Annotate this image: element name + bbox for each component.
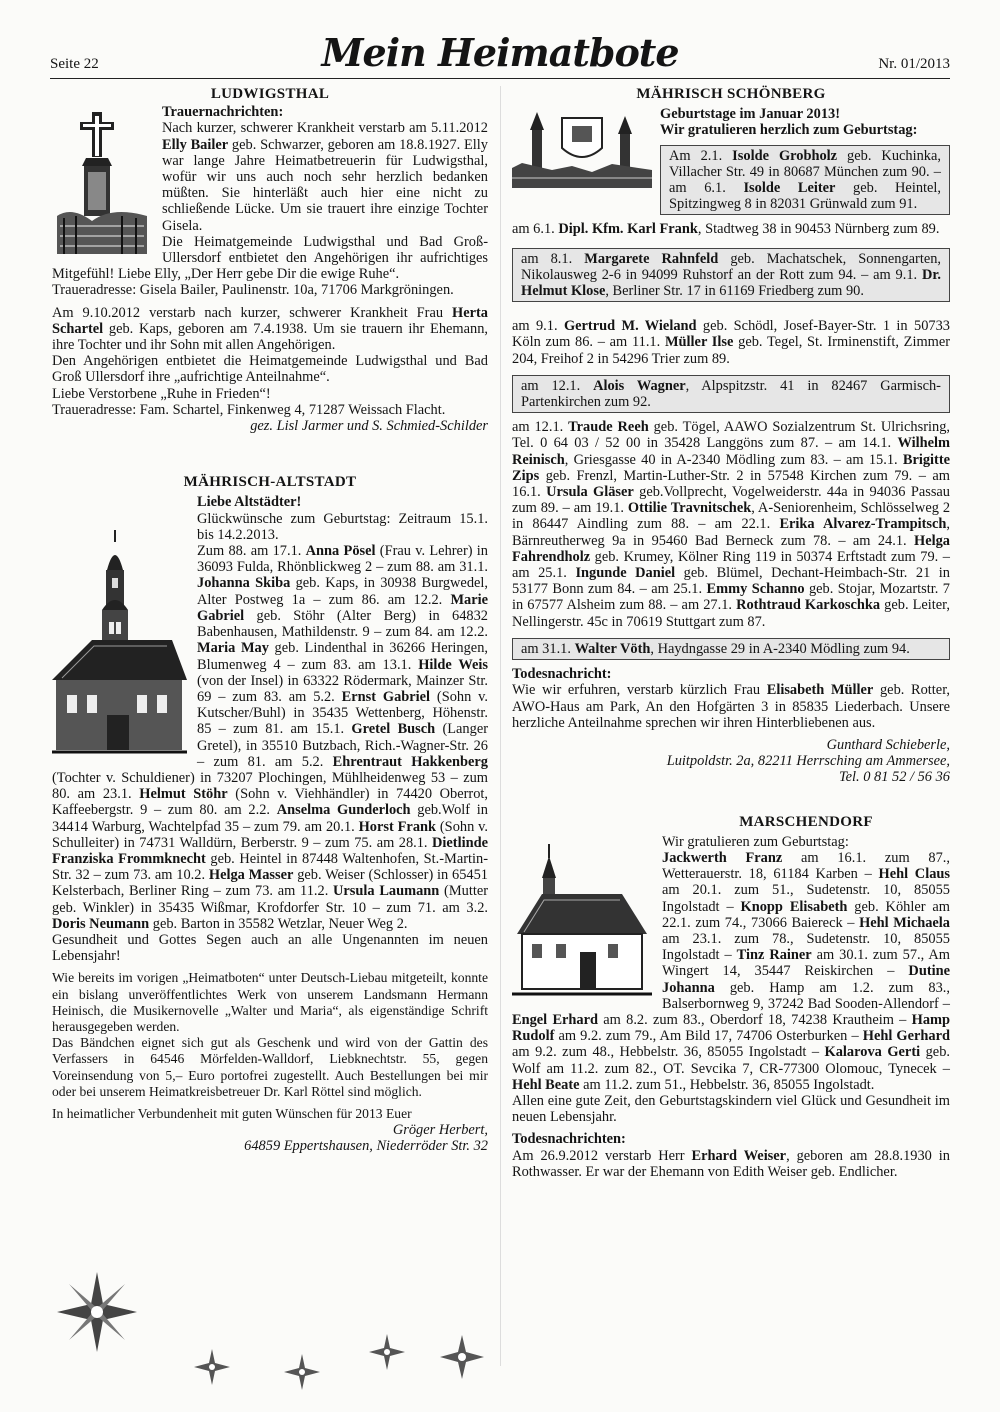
section-maehrisch-schoenberg (512, 86, 950, 786)
regards: In heimatlicher Verbundenheit mit guten Wünschen für 2013 Euer (52, 1105, 412, 1121)
snowflake-icon (194, 1349, 230, 1385)
intro: Glückwünsche zum Geburtstag: Zeitraum 15.1. bis 14.2.2013. (197, 510, 488, 543)
highlight-box: am 8.1. Margarete Rahnfeld geb. Machatschek, Sonnengarten, Nikolausweg 2-6 in 94099 Ruhstorf an der Rott zum 94. – am 9.1. Dr. Helmut Klose, Berliner Str. 17 in 61169 Friedberg zum 90. (512, 248, 950, 303)
address-1: Traueradresse: Gisela Bailer, Paulinenstr. 10a, 71706 Markgröningen. (52, 282, 454, 299)
birthday-entry: am 9.1. Gertrud M. Wieland geb. Schödl, Josef-Bayer-Str. 1 in 50733 Köln zum 86. – am 11.1. Müller Ilse geb. Tegel, St. Irminenstift, Zimmer 204, Freihof 2 in 54296 Trier zum 89. (512, 318, 951, 367)
section-title: MÄHRISCH-ALTSTADT (183, 474, 357, 491)
highlight-box: am 31.1. Walter Vöth, Haydngasse 29 in A-2340 Mödling zum 94. (512, 638, 950, 660)
column-divider (500, 86, 501, 1366)
snowflake-icon (440, 1335, 484, 1379)
intro: Wir gratulieren zum Geburtstag: (662, 833, 849, 850)
signature-name: Gröger Herbert, (392, 1122, 488, 1139)
left-column (52, 86, 488, 1155)
subtitle: Trauernachrichten: (162, 104, 284, 121)
death-notice-title: Todesnachrichten: (512, 1131, 626, 1148)
chapel-illustration (512, 844, 652, 1004)
signature-address: Luitpoldstr. 2a, 82211 Herrsching am Ammersee, (666, 753, 950, 770)
signature-name: Gunthard Schieberle, (826, 736, 950, 753)
death-notice: Wie wir erfuhren, verstarb kürzlich Frau Elisabeth Müller geb. Rotter, AWO-Haus am Park, An den Hofgärten 3 in 85835 Liederbach. Unsere herzliche Anteilnahme sprechen wir ihren Hinterbliebenen aus. (512, 682, 951, 731)
address-2: Traueradresse: Fam. Schartel, Finkenweg 4, 71287 Weissach Flacht. (52, 401, 446, 418)
birthday-list: Jackwerth Franz am 16.1. zum 87., Wetterauerstr. 18, 61184 Karben – Hehl Claus am 20.1. zum 51., Sudetenstr. 10, 85055 Ingolstadt – Knopp Elisabeth geb. Köhler am 22.1. zum 74., 73066 Baiereck – Hehl Michaela am 23.1. zum 78., Sudetenstr. 10, 85055 Ingolstadt – Tinz Rainer am 30.1. zum 57., Am Wingert 14, 35447 Reiskirchen – Dutine Johanna geb. Hamp am 1.2. zum 83., Balserbornweg 9, 37242 Bad Sooden-Allendorf – Engel Erhard am 8.2. zum 83., Oberdorf 18, 74238 Krautheim – Hamp Rudolf am 9.2. zum 79., Am Bild 17, 74706 Osterburken – Hehl Gerhard am 9.2. zum 48., Hebbelstr. 36, 85055 Ingolstadt – Kalarova Gerti geb. Wolf am 11.2. zum 82., OT. Sevcika 7, CR-77300 Olomouc, Tynecek – Hehl Beate am 11.2. zum 51., Hebbelstr. 36, 85055 Ingolstadt. (512, 849, 951, 1093)
town-skyline-illustration (512, 108, 652, 188)
section-title: LUDWIGSTHAL (210, 86, 330, 102)
snowflake-icon (369, 1334, 405, 1370)
birthday-list: am 12.1. Traude Reeh geb. Tögel, AAWO Sozialzentrum St. Ulrichsring, Tel. 0 64 03 / 52 00 in 35428 Langgöns zum 87. – am 14.1. Wilhelm Reinisch, Griesgasse 40 in A-2340 Mödling zum 83. – am 15.1. Brigitte Zips geb. Frenzl, Martin-Luther-Str. 2 in 57548 Kirchen zum 79. – am 16.1. Ursula Gläser geb.Vollprecht, Vogelweiderstr. 44a in 94036 Passau zum 89. – am 19.1. Ottilie Travnitschek, A-Seniorenheim, Schlösselweg 2 in 86447 Aindling zum 88. – am 22.1. Erika Alvarez-Trampitsch, Bärnreutherweg 9a in 95460 Bad Berneck zum 78. – am 24.1. Helga Fahrendholz geb. Krumey, Kölner Ring 119 in 50374 Erftstadt zum 79. – am 25.1. Ingunde Daniel geb. Blümel, Dechant-Heimbach-Str. 21 in 53177 Bonn zum 84. – am 25.1. Emmy Schanno geb. Stojar, Mozartstr. 7 in 67577 Alsheim zum 88. – am 27.1. Rothtraud Karkoschka geb. Leiter, Nellingerstr. 45c in 70619 Stuttgart zum 87. (512, 419, 951, 630)
subtitle-month: Geburtstage im Januar 2013! (660, 106, 841, 123)
closing-wishes: Gesundheit und Gottes Segen auch an alle Ungenannten im neuen Lebensjahr! (52, 931, 488, 965)
header-rule (50, 78, 950, 79)
book-announcement: Wie bereits im vorigen „Heimatboten“ unter Deutsch-Liebau mitgeteilt, konnte ein bislang unveröffentlichtes Werk von unserem Landsmann Hermann Heinisch, die Musikernovelle „Walter und Maria“, als eigenständige Schrift herausgegeben werden. (52, 970, 488, 1034)
subtitle-congrats: Wir gratulieren herzlich zum Geburtstag: (660, 122, 918, 139)
birthday-list: Zum 88. am 17.1. Anna Pösel (Frau v. Lehrer) in 36093 Fulda, Rhönblickweg 2 – zum 88. am 31.1. Johanna Skiba geb. Kaps, in 30938 Burgwedel, Alter Postweg 1a – zum 86. am 12.2. Marie Gabriel geb. Stöhr (Alter Berg) in 64832 Babenhausen, Mathildenstr. 9 – zum 84. am 12.2. Maria May geb. Lindenthal in 36266 Heringen, Blumenweg 4 – zum 83. am 13.1. Hilde Weis (von der Insel) in 63322 Rödermark, Mainzer Str. 69 – zum 83. am 5.2. Ernst Gabriel (Sohn v. Kutscher/Buhl) in 35435 Wettenberg, Höhenstr. 85 – zum 81. am 15.1. Gretel Busch (Langer Gretel), in 35510 Butzbach, Rich.-Wagner-Str. 26 – zum 81. am 5.2. Ehrentraut Hakkenberg (Tochter v. Schuldiener) in 73207 Plochingen, Mühlheidenweg 53 – zum 80. am 23.1. Helmut Stöhr (Sohn v. Viehhändler) in 74420 Oberrot, Kaffeebergstr. 9 – zum 80. am 2.2. Anselma Gunderloch geb.Wolf in 34414 Warburg, Wachtelpfad 35 – zum 79. am 20.1. Horst Frank (Sohn v. Schulleiter) in 74731 Walldürn, Berberstr. 9 – zum 75. am 28.1. Dietlinde Franziska Frommknecht geb. Heintel in 87448 Waltenhofen, St.-Martin-Str. 32 – zum 73. am 10.2. Helga Masser geb. Weiser (Schlosser) in 65451 Kelsterbach, Berliner Ring – zum 73. am 11.2. Ursula Laumann (Mutter geb. Winkler) in 35435 Wißmar, Krofdorfer Str. 10 – zum 71. am 3.2. Doris Neumann geb. Barton in 35582 Wetzlar, Neuer Weg 2. (52, 543, 489, 932)
snowflake-decoration (52, 1262, 488, 1402)
death-notice: Am 26.9.2012 verstarb Herr Erhard Weiser, geboren am 28.8.1930 in Rothwasser. Er war der Ehemann von Edith Weiser geb. Endlicher. (512, 1147, 950, 1180)
masthead-logo: Mein Heimatbote (321, 30, 679, 75)
right-column (512, 86, 950, 1180)
signature-address: 64859 Eppertshausen, Niederröder Str. 32 (244, 1138, 488, 1155)
obituary-1: Nach kurzer, schwerer Krankheit verstarb am 5.11.2012 Elly Bailer geb. Schwarzer, geboren am 18.8.1927. Elly war lange Jahre Heimatbetreuerin für Ludwigsthal, wofür wir uns auch noch sehr herzlich bedanken müßten. Sie hinterläßt auch hier eine nicht zu schließende Lücke. Um sie trauert ihre einzige Tochter Gisela. (162, 120, 489, 234)
condolence-1: Die Heimatgemeinde Ludwigsthal und Bad Groß-Ullersdorf entbietet den Angehörigen ihr aufrichtiges Mitgefühl! Liebe Elly, „Der Herr gebe Dir die ewige Ruhe“. (52, 233, 488, 283)
condolence-2: Den Angehörigen entbietet die Heimatgemeinde Ludwigsthal und Bad Groß Ullersdorf ihre „aufrichtige Anteilnahme“. (52, 353, 488, 386)
page-number: Seite 22 (50, 56, 99, 72)
signature-phone: Tel. 0 81 52 / 56 36 (838, 769, 950, 786)
section-ludwigsthal (52, 86, 488, 434)
highlight-box: am 12.1. Alois Wagner, Alpspitzstr. 41 in 82467 Garmisch-Partenkirchen zum 92. (512, 375, 950, 413)
page-header (0, 0, 1000, 80)
greeting: Liebe Altstädter! (197, 494, 302, 511)
snowflake-icon (284, 1354, 320, 1390)
death-notice-title: Todesnachricht: (512, 666, 612, 683)
closing-wishes: Allen eine gute Zeit, den Geburtstagskindern viel Glück und Gesundheit im neuen Lebensjahr. (512, 1092, 950, 1126)
section-maehrisch-altstadt (52, 474, 488, 1154)
section-marschendorf (512, 814, 950, 1180)
book-order-info: Das Bändchen eignet sich gut als Geschenk und wird von der Gattin des Verfassers in 64546 Mörfelden-Walldorf, Liebknechtstr. 55, gegen Voreinsendung von 5,– Euro portofrei zugestellt. Auch Bestellungen bei mir oder bei unserem Heimatkreisbetreuer Dr. Karl Röttel sind möglich. (52, 1035, 488, 1099)
snowflake-icon (57, 1272, 137, 1352)
signature: gez. Lisl Jarmer und S. Schmied-Schilder (250, 418, 488, 435)
cross-monument-illustration (52, 106, 152, 256)
issue-number: Nr. 01/2013 (878, 56, 950, 72)
obituary-2: Am 9.10.2012 verstarb nach kurzer, schwerer Krankheit Frau Herta Schartel geb. Kaps, geboren am 7.4.1938. Um sie trauern ihr Ehemann, ihre Tochter und ihr Sohn mit allen Angehörigen. (52, 304, 488, 354)
highlight-box: Am 2.1. Isolde Grobholz geb. Kuchinka, Villacher Str. 49 in 80687 München zum 90. – am 6.1. Isolde Leiter geb. Heintel, Spitzingweg 8 in 82031 Grünwald zum 91. (660, 145, 950, 216)
birthday-entry: am 6.1. Dipl. Kfm. Karl Frank, Stadtweg 38 in 90453 Nürnberg zum 89. (512, 221, 940, 238)
section-title: MÄHRISCH SCHÖNBERG (636, 86, 826, 102)
section-title: MARSCHENDORF (739, 813, 873, 830)
church-illustration (52, 530, 187, 760)
farewell: Liebe Verstorbene „Ruhe in Frieden“! (52, 385, 271, 402)
